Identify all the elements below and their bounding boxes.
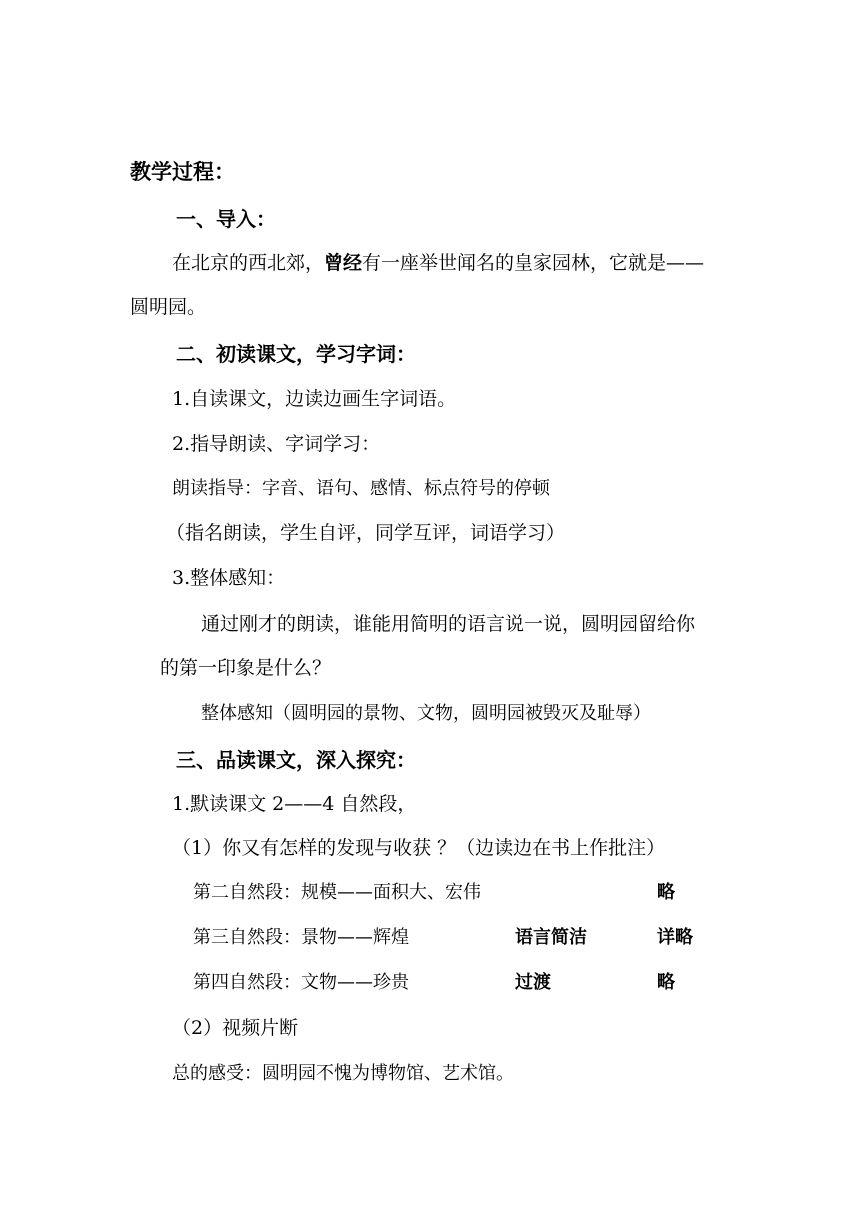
section-3-item-1: 1.默读课文 2——4 自然段， [172,793,417,815]
question-line-2: 的第一印象是什么？ [160,657,332,679]
row-3-mid: 过渡 [515,972,551,993]
row-2-label: 第三自然段：景物——辉煌 [193,927,409,948]
section-3-title: 三、品读课文，深入探究： [176,748,416,772]
section-2-item-1: 1.自读课文，边读边画生字词语。 [172,388,457,410]
row-2-mid: 语言简洁 [515,927,587,948]
reading-guide: 朗读指导：字音、语句、感情、标点符号的停顿 [172,478,550,499]
row-1-right: 略 [657,882,675,903]
section-1-paragraph-cont: 圆明园。 [130,296,207,318]
question-line-1: 通过刚才的朗读，谁能用简明的语言说一说，圆明园留给你 [201,613,696,635]
section-2-item-3: 3.整体感知： [172,567,286,589]
section-1-title: 一、导入： [176,207,276,231]
section-2-note: （指名朗读，学生自评，同学互评，词语学习） [166,522,566,544]
para-text-post: 有一座举世闻名的皇家园林，它就是—— [362,252,705,274]
para-text-pre: 在北京的西北郊， [172,252,325,274]
overall-feeling: 总的感受：圆明园不愧为博物馆、艺术馆。 [172,1063,514,1084]
page-heading: 教学过程： [130,159,235,184]
para-text-bold: 曾经 [324,252,363,274]
overall-perception: 整体感知（圆明园的景物、文物，圆明园被毁灭及耻辱） [201,703,651,724]
section-2-item-2: 2.指导朗读、字词学习： [172,433,381,455]
section-1-paragraph [172,251,704,275]
row-1-label: 第二自然段：规模——面积大、宏伟 [193,882,481,903]
row-2-right: 详略 [657,927,693,948]
row-3-label: 第四自然段：文物——珍贵 [193,972,409,993]
section-3-sub-2: （2）视频片断 [172,1017,299,1039]
row-3-right: 略 [657,972,675,993]
section-3-sub-1: （1）你又有怎样的发现与收获 ？（边读边在书上作批注） [172,837,666,859]
section-2-title: 二、初读课文，学习字词： [176,342,416,366]
